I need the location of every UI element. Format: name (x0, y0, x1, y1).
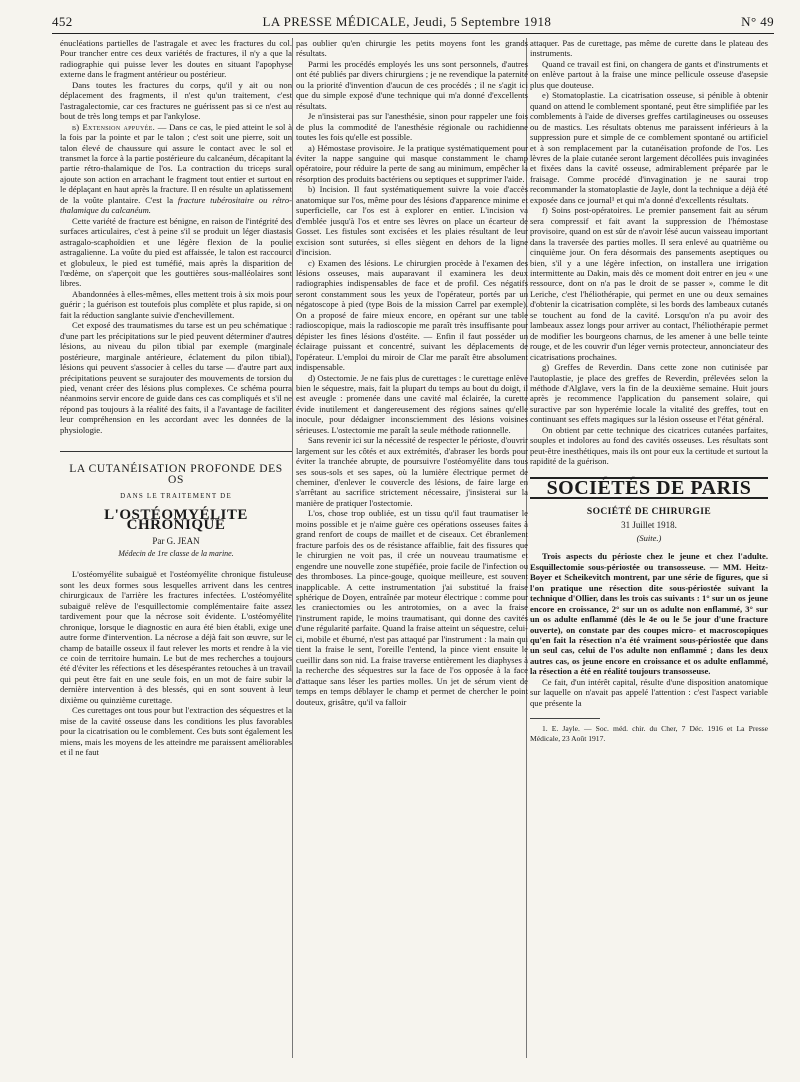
paragraph (60, 122, 292, 216)
paragraph: Parmi les procédés employés les uns sont personnels, d'autres ont été publiés par divers chirurgiens ; je ne revendique la paternité ou la priorité d'invention d'aucun de ces procédés ; il ne s'agit ici que du simple exposé d'une technique qui m'a donné d'excellents résultats. (296, 58, 528, 111)
paragraph: On obtient par cette technique des cicatrices cutanées parfaites, souples et indolores au fond des cavités osseuses. Les résultats sont peut-être inesthétiques, mais ils ont pour eux la certitude et surtout la rapidité de la guérison. (530, 424, 768, 467)
article-affiliation: Médecin de 1re classe de la marine. (118, 548, 234, 558)
paragraph: Trois aspects du périoste chez le jeune et chez l'adulte. Esquillectomie sous-périostée ou transosseuse. — MM. Heitz-Boyer et Scheikevitch montrent, par une série de figures, que si l'on pratique une résection dite sous-périostée suivant la technique d'Ollier, dans les trois cas suivants : 1° sur un os jeune encore en croissance, 2° sur un os adulte non enflammé, 3° sur un os adulte enflammé (dès le 4e ou le 5e jour d'une fracture ouverte), on constate par des coupes micro- et macroscopiques qu'en fait la résection n'a été vraiment sous-périostée que dans un seul cas, celui de l'os adulte non enflammé ; dans les deux autres cas, os jeune encore en croissance et os adulte enflammé, la résection a été en réalité toujours transosseuse. (530, 551, 768, 677)
paragraph: Dans toutes les fractures du corps, qu'il y ait ou non déplacement des fragments, il n'est qu'un traitement, c'est l'astragalectomie, car ces fractures ne guérissent pas si ce n'est au bout de très long temps et par l'ankylose. (60, 79, 292, 122)
paragraph: Sans revenir ici sur la nécessité de respecter le périoste, d'ouvrir largement sur les côtés et aux extrémités, d'abraser les bords pour éviter la tranchée abrupte, de poursuivre l'ostéomyélite dans tous ses sous-sols et ses sapes, où la lumière électrique permet de cheminer, d'enlever le couvercle des lésions, de faire large en s'arrêtant au sacrifice strictement nécessaire, j'insisterai sur la manière de pratiquer l'ostectomie. (296, 435, 528, 508)
paragraph: f) Soins post-opératoires. Le premier pansement fait au sérum sera compressif et fait avant la suppression de l'hémostase provisoire, quand on est sûr de n'avoir lésé aucun vaisseau important dans la traversée des parties molles. Il sera enlevé au quatrième ou cinquième jour. On fera désormais des pansements aseptiques ou bien, s'il y a une légère infection, on installera une irrigation intermittente au Dakin, mais dès ce moment doit entrer en jeu « une ressource, dont on n'a pas le droit de se passer », comme le dit Leriche, c'est l'héliothérapie, qui permet en une ou deux semaines d'obtenir la cicatrisation complète, si les bords des lambeaux cutanés se touchent au fond de la cavité. Lorsqu'on n'a pu avoir des lambeaux assez longs pour arriver au contact, l'héliothérapie permet de modifier les bourgeons charnus, de les amener à une belle teinte rouge, et de les couvrir d'un léger vernis protecteur, annonciateur des cicatrisations prochaines. (530, 205, 768, 362)
column-3 (530, 38, 768, 1058)
paragraph: c) Examen des lésions. Le chirurgien procède à l'examen des lésions osseuses, mais auparavant il examinera les deux radiographies indispensables de face et de profil. Ces négatifs seront constamment sous les yeux de l'opérateur, portés par un négatoscope à pied (type Bois de la mission Carrel par exemple). On a proposé de faire mieux encore, en opérant sur une table radioscopique, mais la radioscopie me paraît très insuffisante pour dépister les fines lésions d'ostéite. — Enfin il faut posséder un éclairage puissant et concentré, suivant les déplacements de l'opérateur. L'emploi du miroir de Clar me paraît être absolument indispensable. (296, 257, 528, 373)
paragraph: attaquer. Pas de curettage, pas même de curette dans le plateau des instruments. (530, 38, 768, 59)
paragraph: g) Greffes de Reverdin. Dans cette zone non cutinisée par l'autoplastie, je place des greffes de Reverdin, prélevées selon la méthode d'Alglave, vers la fin de la deuxième semaine. Huit jours après je recommence l'application du pansement solaire, qui suractive par son hyperémie locale la vitalité des greffes, tout en continuant ses effets magiques sur la lésion osseuse et l'état général. (530, 362, 768, 425)
subsection-label: b) Extension appuyée. (72, 121, 156, 132)
section-title: SOCIÉTÉS DE PARIS (546, 476, 752, 499)
running-head-title: LA PRESSE MÉDICALE, Jeudi, 5 Septembre 1918 (262, 14, 552, 29)
article-separator (60, 451, 292, 452)
paragraph: b) Incision. Il faut systématiquement suivre la voie d'accès anatomique sur l'os, même pour des lésions d'apparence minime et superficielle, car l'os est à explorer en entier. L'incision va d'emblée jusqu'à l'os et entre ses lèvres on place un écarteur de Gosset. Les fistules sont excisées et les plaies résultant de leur excision sont suturées, si elles siègent en dehors de la ligne d'incision. (296, 184, 528, 258)
footnote-rule (530, 718, 600, 719)
session-summary (530, 551, 768, 676)
session-date: 31 Juillet 1918. (621, 520, 677, 531)
page-number: 452 (52, 14, 73, 29)
paragraph: L'ostéomyélite subaiguë et l'ostéomyélite chronique fistuleuse sont les deux formes sous lesquelles arrivent dans les centres chirurgicaux de l'arrière les fractures infectées. L'ostéomyélite subaiguë relève de l'esquillectomie complémentaire faite assez tardivement pour que la nécrose soit évidente. L'ostéomyélite chronique, lorsque le diagnostic en aura été bien établi, exige une autre forme d'intervention. La nécrose a déjà fait son œuvre, sur le champ de bataille osseux il faut relever les morts et rendre à la vie ce coin de territoire humain. Le but de mes recherches a toujours été d'éviter les réfections et les désespérantes retouches à un travail qui peut être fait en une seule fois, en un mot de faire subir la dernière intervention à des blessés, qui en sont souvent à leur dixième ou quinzième curettage. (60, 569, 292, 705)
paragraph: pas oublier qu'en chirurgie les petits moyens font les grands résultats. (296, 38, 528, 59)
issue-number: N° 49 (741, 14, 774, 29)
paragraph: Ces curettages ont tous pour but l'extraction des séquestres et la mise de la cavité osseuse dans les conditions les plus favorables pour la cicatrisation ou le comblement. Ces buts sont également les miens, mais les moyens de les atteindre me paraissent améliorables et il ne faut (60, 705, 292, 758)
paragraph: e) Stomatoplastie. La cicatrisation osseuse, si pénible à obtenir quand on attend le comblement spontané, peut être simplifiée par les comblements à l'aide de diverses greffes cartilagineuses ou osseuses ou de mastics. Les résultats obtenus me paraissent inférieurs à la suppression pure et simple de ce comblement spontané ou artificiel et à son remplacement par la cutanéisation profonde de l'os. Les lèvres de la plaie cutanée seront largement décollées puis invaginées et fixées dans la cavité osseuse, admirablement préparée par le fraisage. Comme procédé d'invagination je ne saurai trop recommander la stomatoplastie de Jayle, dont la technique a déjà été exposée dans ce journal¹ et qui m'a donné d'excellents résultats. (530, 90, 768, 205)
emphasis-text: fracture tubérositaire ou rétro-thalamique du calcanéum. (60, 194, 292, 216)
paragraph-text: — Dans ce cas, le pied atteint le sol à la fois par la pointe et par le talon ; c'est soit une pierre, soit un talon élevé de chaussure qui assure le contact avec le sol et transmet la force à la partie postérieure du calcanéum, décapitant la partie rétro-thalamique de l'os. La contraction du triceps sural ajoute son action en arrachant le fragment tout entier et surtout en le déplaçant en haut après la fracture. Il en résulte un aplatissement de la voûte plantaire. C'est la (60, 121, 292, 205)
article-title-line-3: L'OSTÉOMYÉLITE CHRONIQUE (104, 506, 248, 534)
paragraph: Quand ce travail est fini, on changera de gants et d'instruments et on enlève partout à la fraise une mince pellicule osseuse d'asepsie plus que douteuse. (530, 58, 768, 90)
footnote: 1. E. Jayle. — Soc. méd. chir. du Cher, 7 Déc. 1916 et La Presse Médicale, 23 Août 1917. (530, 724, 768, 743)
column-divider (292, 38, 293, 1058)
running-header (52, 10, 774, 34)
header-rule (52, 33, 774, 34)
society-name: SOCIÉTÉ DE CHIRURGIE (586, 507, 712, 518)
paragraph: L'os, chose trop oubliée, est un tissu qu'il faut traumatiser le moins possible et je n'aime guère ces opérations osseuses faites à grand renfort de coups de maillet et de ciseaux. Cet ébranlement fracture parfois des os de résistance affaiblie, fait des fissures que le chirurgien ne voit pas, il crée un nouveau traumatisme et engendre une nouvelle zone stupéfiée, proie facile de l'infection ou des thromboses. La pince-gouge, quoique meilleure, est souvent inapplicable. A cette instrumentation j'ai substitué la fraise sphérique de Doyen, entraînée par moteur électrique : comme pour les craniectomies ou les antrotomies, on a avec la fraise l'instrument rapide, le moins traumatisant, qui donne des cavités d'une régularité parfaite. Quand la fraise atteint un séquestre, celui-ci, mobile et éburné, n'est pas attaqué par l'instrument : la main qui tient la fraise le sent, l'oreille l'entend, la pince vient ensuite le cueillir dans son nid. La fraise traverse entièrement les diaphyses à la recherche des séquestres sur la face de l'os opposée à la face d'attaque sans léser les parties molles. Un jet de sérum vient de temps en temps déblayer le champ et permet de chercher le point douteux, grisâtre, qu'il va falloir (296, 508, 528, 707)
column-1 (60, 38, 292, 1058)
paragraph: Cette variété de fracture est bénigne, en raison de l'intégrité des surfaces articulaires, c'est à peine s'il se produit un léger diastasis astragalo-scaphoïdien et une légère flexion de la poulie astragalienne. La voûte du pied est affaissée, le talon est raccourci et globuleux, le pied est tuméfié, mais après la disparition de l'œdème, on s'aperçoit que les gouttières sous-malléolaires sont libres. (60, 215, 292, 289)
paragraph: Ce fait, d'un intérêt capital, résulte d'une disposition anatomique sur laquelle on n'avait pas appelé l'attention : c'est l'aspect variable que présente la (530, 676, 768, 708)
paragraph: d) Ostectomie. Je ne fais plus de curettages : le curettage enlève bien le séquestre, mais, fait la plupart du temps au bout du doigt, il est aveugle : promenée dans une cavité mal éclairée, la curette évide inutilement et dangereusement des régions saines qu'elle inocule, pour dédaigner inconsciemment des lésions voisines sérieuses. L'ostectomie me paraît la seule méthode rationnelle. (296, 372, 528, 435)
section-banner (530, 477, 768, 499)
article-author: Par G. JEAN (152, 536, 200, 547)
paragraph: Abandonnées à elles-mêmes, elles mettent trois à six mois pour guérir ; la guérison est toutefois plus complète et plus rapide, si on fait la réduction sanglante suivie d'enchevillement. (60, 288, 292, 320)
paragraph: Je n'insisterai pas sur l'anesthésie, sinon pour rappeler une fois de plus la commodité de l'anesthésie régionale ou rachidienne toutes les fois qu'elle est possible. (296, 111, 528, 143)
column-2 (296, 38, 528, 1058)
article-title-line-2: DANS LE TRAITEMENT DE (120, 492, 232, 501)
article-title-line-1: LA CUTANÉISATION PROFONDE DES OS (69, 463, 283, 486)
paragraph: Cet exposé des traumatismes du tarse est un peu schématique : d'une part les précipitations sur le pied peuvent déterminer d'autres lésions, au niveau du pilon tibial par exemple (marginale postérieure, marginale antérieure, éclatement du pilon tibial), lésions qui peuvent s'associer à celles du tarse — d'autre part aux précipitations peuvent se surajouter des mouvements de torsion du pied, venant créer des lésions plus complexes. Ce schéma pourra néanmoins servir encore de guide dans ces cas compliqués et s'il ne répond pas toujours à la réalité des faits, il a l'avantage de faciliter leur compréhension en les accordant avec les données de la physiologie. (60, 320, 292, 435)
paragraph: a) Hémostase provisoire. Je la pratique systématiquement pour éviter la nappe sanguine qui masque constamment le champ opératoire, pour réduire la perte de sang au minimum, empêcher la résorption des produits bactériens ou septiques et supprimer l'aide. (296, 142, 528, 184)
paragraph: énucléations partielles de l'astragale et avec les fractures du col. Pour trancher entre ces deux variétés de fractures, il n'y a que la radiographie qui puisse lever les doutes en situant l'apophyse externe dans le fragment antérieur ou postérieur. (60, 38, 292, 80)
continued-label: (Suite.) (636, 532, 662, 543)
